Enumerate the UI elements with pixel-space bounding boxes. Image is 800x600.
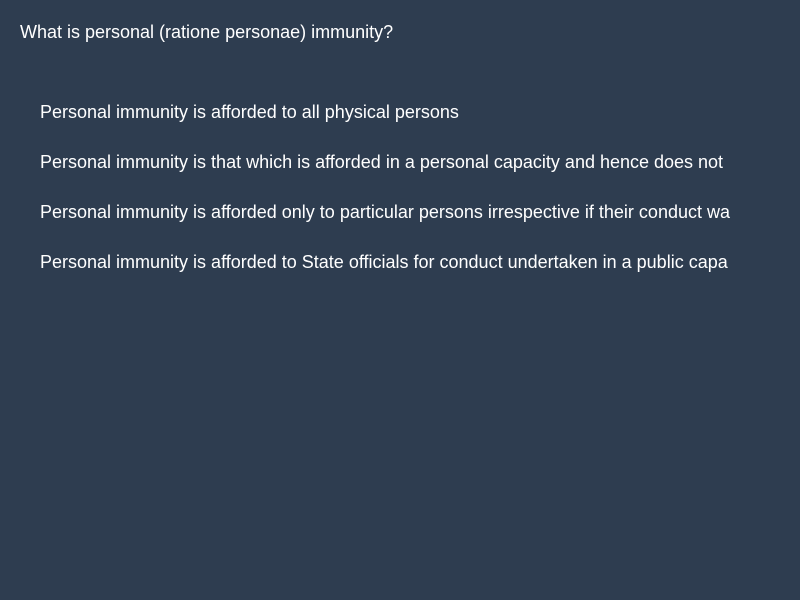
answer-option-4[interactable]: Personal immunity is afforded to State officials for conduct undertaken in a public capa — [40, 252, 728, 272]
answer-option-3[interactable]: Personal immunity is afforded only to particular persons irrespective if their conduct wa — [40, 202, 730, 222]
answer-option-1[interactable]: Personal immunity is afforded to all physical persons — [40, 102, 459, 122]
answer-option-2[interactable]: Personal immunity is that which is afforded in a personal capacity and hence does not — [40, 152, 724, 172]
question-text: What is personal (ratione personae) immunity? — [20, 22, 394, 42]
answer-options — [40, 100, 730, 300]
